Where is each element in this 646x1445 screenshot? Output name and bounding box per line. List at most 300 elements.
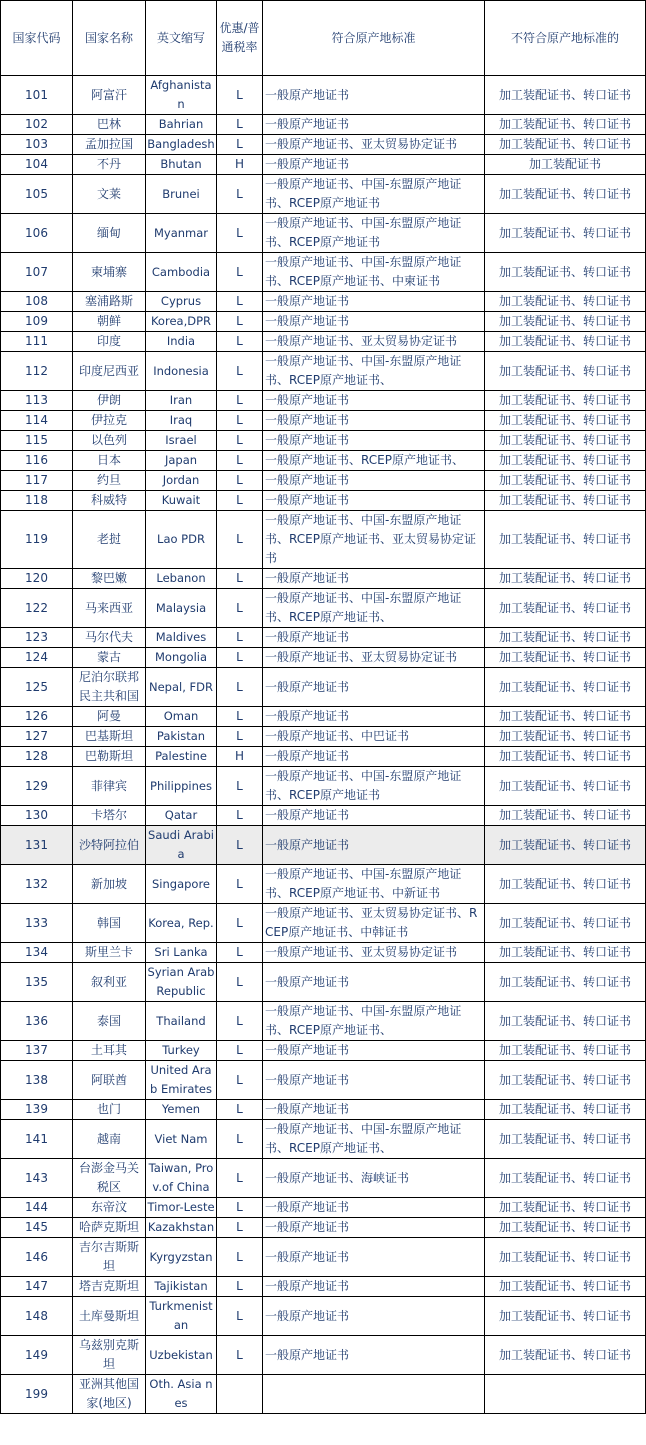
table-row — [1, 747, 646, 767]
table-header — [1, 1, 646, 76]
country-code-cell: 116 — [1, 451, 73, 471]
header-english-abbr: 英文缩写 — [146, 1, 217, 76]
country-name-cell: 马尔代夫 — [73, 628, 146, 648]
not-meets-origin-cell: 加工装配证书、转口证书 — [485, 1277, 646, 1297]
tax-rate-cell: L — [217, 175, 263, 214]
meets-origin-cell: 一般原产地证书、中国-东盟原产地证书、RCEP原产地证书、中新证书 — [263, 865, 485, 904]
meets-origin-cell: 一般原产地证书 — [263, 628, 485, 648]
not-meets-origin-cell: 加工装配证书、转口证书 — [485, 569, 646, 589]
meets-origin-cell: 一般原产地证书 — [263, 747, 485, 767]
country-name-cell: 马来西亚 — [73, 589, 146, 628]
meets-origin-cell: 一般原产地证书 — [263, 1336, 485, 1375]
country-code-cell: 135 — [1, 963, 73, 1002]
country-code-cell: 124 — [1, 648, 73, 668]
english-abbr-cell: Malaysia — [146, 589, 217, 628]
not-meets-origin-cell: 加工装配证书、转口证书 — [485, 332, 646, 352]
tax-rate-cell: L — [217, 411, 263, 431]
meets-origin-cell: 一般原产地证书 — [263, 471, 485, 491]
meets-origin-cell: 一般原产地证书、中国-东盟原产地证书、RCEP原产地证书、 — [263, 1002, 485, 1041]
meets-origin-cell: 一般原产地证书 — [263, 491, 485, 511]
meets-origin-cell: 一般原产地证书、海峡证书 — [263, 1159, 485, 1198]
english-abbr-cell: Kyrgyzstan — [146, 1238, 217, 1277]
tax-rate-cell — [217, 1375, 263, 1414]
country-name-cell: 阿富汗 — [73, 76, 146, 115]
tax-rate-cell: L — [217, 589, 263, 628]
table-row — [1, 943, 646, 963]
country-name-cell: 土耳其 — [73, 1041, 146, 1061]
english-abbr-cell: Indonesia — [146, 352, 217, 391]
not-meets-origin-cell: 加工装配证书、转口证书 — [485, 826, 646, 865]
table-row — [1, 391, 646, 411]
tax-rate-cell: L — [217, 1297, 263, 1336]
not-meets-origin-cell: 加工装配证书、转口证书 — [485, 471, 646, 491]
not-meets-origin-cell: 加工装配证书、转口证书 — [485, 1336, 646, 1375]
country-name-cell: 文莱 — [73, 175, 146, 214]
tax-rate-cell: L — [217, 391, 263, 411]
table-row — [1, 411, 646, 431]
tax-rate-cell: H — [217, 155, 263, 175]
meets-origin-cell — [263, 1375, 485, 1414]
country-code-cell: 143 — [1, 1159, 73, 1198]
not-meets-origin-cell: 加工装配证书、转口证书 — [485, 589, 646, 628]
tax-rate-cell: L — [217, 628, 263, 648]
country-name-cell: 以色列 — [73, 431, 146, 451]
english-abbr-cell: Maldives — [146, 628, 217, 648]
english-abbr-cell: Bangladesh — [146, 135, 217, 155]
country-code-cell: 128 — [1, 747, 73, 767]
country-name-cell: 斯里兰卡 — [73, 943, 146, 963]
table-row — [1, 707, 646, 727]
table-row — [1, 214, 646, 253]
country-name-cell: 蒙古 — [73, 648, 146, 668]
tax-rate-cell: L — [217, 1277, 263, 1297]
country-name-cell: 吉尔吉斯斯坦 — [73, 1238, 146, 1277]
english-abbr-cell: Iraq — [146, 411, 217, 431]
country-code-cell: 144 — [1, 1198, 73, 1218]
meets-origin-cell: 一般原产地证书、中国-东盟原产地证书、RCEP原产地证书 — [263, 214, 485, 253]
meets-origin-cell: 一般原产地证书、中巴证书 — [263, 727, 485, 747]
meets-origin-cell: 一般原产地证书、中国-东盟原产地证书、RCEP原产地证书 — [263, 767, 485, 806]
tax-rate-cell: L — [217, 1120, 263, 1159]
english-abbr-cell: Mongolia — [146, 648, 217, 668]
english-abbr-cell: Jordan — [146, 471, 217, 491]
country-name-cell: 亚洲其他国家(地区) — [73, 1375, 146, 1414]
country-name-cell: 印度尼西亚 — [73, 352, 146, 391]
english-abbr-cell: Cyprus — [146, 292, 217, 312]
not-meets-origin-cell: 加工装配证书、转口证书 — [485, 1120, 646, 1159]
meets-origin-cell: 一般原产地证书、中国-东盟原产地证书、RCEP原产地证书 — [263, 175, 485, 214]
meets-origin-cell: 一般原产地证书 — [263, 76, 485, 115]
tax-rate-cell: L — [217, 292, 263, 312]
tax-rate-cell: L — [217, 707, 263, 727]
country-code-cell: 148 — [1, 1297, 73, 1336]
english-abbr-cell: Myanmar — [146, 214, 217, 253]
header-row — [1, 1, 646, 76]
not-meets-origin-cell: 加工装配证书、转口证书 — [485, 312, 646, 332]
country-code-cell: 127 — [1, 727, 73, 747]
english-abbr-cell: Kuwait — [146, 491, 217, 511]
header-tax-rate: 优惠/普通税率 — [217, 1, 263, 76]
meets-origin-cell: 一般原产地证书 — [263, 155, 485, 175]
not-meets-origin-cell: 加工装配证书、转口证书 — [485, 115, 646, 135]
tax-rate-cell: L — [217, 668, 263, 707]
meets-origin-cell: 一般原产地证书 — [263, 668, 485, 707]
country-code-cell: 131 — [1, 826, 73, 865]
english-abbr-cell: Israel — [146, 431, 217, 451]
not-meets-origin-cell: 加工装配证书、转口证书 — [485, 865, 646, 904]
meets-origin-cell: 一般原产地证书、中国-东盟原产地证书、RCEP原产地证书、 — [263, 1120, 485, 1159]
meets-origin-cell: 一般原产地证书 — [263, 391, 485, 411]
meets-origin-cell: 一般原产地证书、RCEP原产地证书、 — [263, 451, 485, 471]
english-abbr-cell: Syrian Arab Republic — [146, 963, 217, 1002]
tax-rate-cell: L — [217, 1198, 263, 1218]
english-abbr-cell: Tajikistan — [146, 1277, 217, 1297]
country-code-cell: 146 — [1, 1238, 73, 1277]
english-abbr-cell: Korea, Rep. — [146, 904, 217, 943]
country-name-cell: 日本 — [73, 451, 146, 471]
tax-rate-cell: L — [217, 1061, 263, 1100]
country-code-cell: 109 — [1, 312, 73, 332]
country-code-cell: 138 — [1, 1061, 73, 1100]
english-abbr-cell: Singapore — [146, 865, 217, 904]
meets-origin-cell: 一般原产地证书 — [263, 1277, 485, 1297]
tax-rate-cell: L — [217, 135, 263, 155]
not-meets-origin-cell: 加工装配证书、转口证书 — [485, 806, 646, 826]
tax-rate-cell: L — [217, 963, 263, 1002]
english-abbr-cell: Sri Lanka — [146, 943, 217, 963]
table-row — [1, 826, 646, 865]
not-meets-origin-cell: 加工装配证书、转口证书 — [485, 628, 646, 648]
not-meets-origin-cell: 加工装配证书、转口证书 — [485, 391, 646, 411]
country-code-cell: 147 — [1, 1277, 73, 1297]
not-meets-origin-cell: 加工装配证书、转口证书 — [485, 491, 646, 511]
not-meets-origin-cell: 加工装配证书、转口证书 — [485, 1218, 646, 1238]
meets-origin-cell: 一般原产地证书 — [263, 1218, 485, 1238]
country-code-cell: 111 — [1, 332, 73, 352]
country-name-cell: 沙特阿拉伯 — [73, 826, 146, 865]
tax-rate-cell: L — [217, 511, 263, 569]
meets-origin-cell: 一般原产地证书、亚太贸易协定证书、RCEP原产地证书、中韩证书 — [263, 904, 485, 943]
tax-rate-cell: L — [217, 1159, 263, 1198]
country-code-cell: 119 — [1, 511, 73, 569]
tax-rate-cell: L — [217, 115, 263, 135]
table-row — [1, 451, 646, 471]
meets-origin-cell: 一般原产地证书 — [263, 115, 485, 135]
table-body — [1, 76, 646, 1414]
tax-rate-cell: L — [217, 1100, 263, 1120]
meets-origin-cell: 一般原产地证书、亚太贸易协定证书 — [263, 648, 485, 668]
table-row — [1, 1061, 646, 1100]
english-abbr-cell: Korea,DPR — [146, 312, 217, 332]
table-row — [1, 628, 646, 648]
country-name-cell: 伊拉克 — [73, 411, 146, 431]
country-name-cell: 韩国 — [73, 904, 146, 943]
country-code-cell: 129 — [1, 767, 73, 806]
country-code-cell: 114 — [1, 411, 73, 431]
table-row — [1, 1297, 646, 1336]
english-abbr-cell: Oth. Asia nes — [146, 1375, 217, 1414]
tax-rate-cell: L — [217, 451, 263, 471]
english-abbr-cell: Cambodia — [146, 253, 217, 292]
country-name-cell: 阿联酋 — [73, 1061, 146, 1100]
table-row — [1, 589, 646, 628]
country-name-cell: 约旦 — [73, 471, 146, 491]
table-row — [1, 727, 646, 747]
meets-origin-cell: 一般原产地证书 — [263, 707, 485, 727]
table-row — [1, 1120, 646, 1159]
not-meets-origin-cell: 加工装配证书、转口证书 — [485, 175, 646, 214]
country-code-cell: 113 — [1, 391, 73, 411]
meets-origin-cell: 一般原产地证书 — [263, 826, 485, 865]
not-meets-origin-cell: 加工装配证书、转口证书 — [485, 1297, 646, 1336]
not-meets-origin-cell: 加工装配证书 — [485, 155, 646, 175]
country-code-cell: 112 — [1, 352, 73, 391]
country-name-cell: 新加坡 — [73, 865, 146, 904]
country-code-cell: 126 — [1, 707, 73, 727]
country-code-cell: 123 — [1, 628, 73, 648]
english-abbr-cell: Kazakhstan — [146, 1218, 217, 1238]
meets-origin-cell: 一般原产地证书、中国-东盟原产地证书、RCEP原产地证书、中柬证书 — [263, 253, 485, 292]
not-meets-origin-cell: 加工装配证书、转口证书 — [485, 135, 646, 155]
english-abbr-cell: Philippines — [146, 767, 217, 806]
table-row — [1, 1277, 646, 1297]
table-row — [1, 1336, 646, 1375]
table-row — [1, 352, 646, 391]
country-code-cell: 132 — [1, 865, 73, 904]
country-name-cell: 菲律宾 — [73, 767, 146, 806]
not-meets-origin-cell: 加工装配证书、转口证书 — [485, 214, 646, 253]
country-name-cell: 也门 — [73, 1100, 146, 1120]
tax-rate-cell: L — [217, 648, 263, 668]
english-abbr-cell: Iran — [146, 391, 217, 411]
country-code-cell: 130 — [1, 806, 73, 826]
country-name-cell: 巴基斯坦 — [73, 727, 146, 747]
table-row — [1, 648, 646, 668]
country-code-cell: 122 — [1, 589, 73, 628]
country-code-cell: 107 — [1, 253, 73, 292]
english-abbr-cell: Japan — [146, 451, 217, 471]
not-meets-origin-cell: 加工装配证书、转口证书 — [485, 1198, 646, 1218]
tax-rate-cell: L — [217, 312, 263, 332]
country-name-cell: 印度 — [73, 332, 146, 352]
tax-rate-cell: L — [217, 1336, 263, 1375]
not-meets-origin-cell: 加工装配证书、转口证书 — [485, 648, 646, 668]
tax-rate-cell: L — [217, 826, 263, 865]
tax-rate-cell: L — [217, 943, 263, 963]
country-name-cell: 乌兹别克斯坦 — [73, 1336, 146, 1375]
country-name-cell: 科威特 — [73, 491, 146, 511]
table-row — [1, 253, 646, 292]
not-meets-origin-cell: 加工装配证书、转口证书 — [485, 943, 646, 963]
meets-origin-cell: 一般原产地证书 — [263, 1100, 485, 1120]
english-abbr-cell: Saudi Arabia — [146, 826, 217, 865]
english-abbr-cell: Thailand — [146, 1002, 217, 1041]
meets-origin-cell: 一般原产地证书 — [263, 431, 485, 451]
tax-rate-cell: L — [217, 1002, 263, 1041]
country-name-cell: 塞浦路斯 — [73, 292, 146, 312]
english-abbr-cell: Taiwan, Prov.of China — [146, 1159, 217, 1198]
meets-origin-cell: 一般原产地证书 — [263, 1061, 485, 1100]
english-abbr-cell: Brunei — [146, 175, 217, 214]
country-code-cell: 149 — [1, 1336, 73, 1375]
meets-origin-cell: 一般原产地证书、中国-东盟原产地证书、RCEP原产地证书、 — [263, 589, 485, 628]
not-meets-origin-cell — [485, 1375, 646, 1414]
header-country-code: 国家代码 — [1, 1, 73, 76]
country-code-cell: 137 — [1, 1041, 73, 1061]
meets-origin-cell: 一般原产地证书、亚太贸易协定证书 — [263, 135, 485, 155]
not-meets-origin-cell: 加工装配证书、转口证书 — [485, 352, 646, 391]
table-row — [1, 1375, 646, 1414]
country-name-cell: 柬埔寨 — [73, 253, 146, 292]
table-row — [1, 1198, 646, 1218]
tax-rate-cell: L — [217, 767, 263, 806]
meets-origin-cell: 一般原产地证书 — [263, 312, 485, 332]
english-abbr-cell: Bahrian — [146, 115, 217, 135]
not-meets-origin-cell: 加工装配证书、转口证书 — [485, 727, 646, 747]
not-meets-origin-cell: 加工装配证书、转口证书 — [485, 411, 646, 431]
english-abbr-cell: Viet Nam — [146, 1120, 217, 1159]
country-name-cell: 土库曼斯坦 — [73, 1297, 146, 1336]
table-row — [1, 115, 646, 135]
header-meets-origin: 符合原产地标准 — [263, 1, 485, 76]
english-abbr-cell: Qatar — [146, 806, 217, 826]
table-row — [1, 491, 646, 511]
country-name-cell: 卡塔尔 — [73, 806, 146, 826]
table-row — [1, 175, 646, 214]
country-code-cell: 106 — [1, 214, 73, 253]
table-row — [1, 668, 646, 707]
table-row — [1, 431, 646, 451]
not-meets-origin-cell: 加工装配证书、转口证书 — [485, 1159, 646, 1198]
table-row — [1, 1218, 646, 1238]
english-abbr-cell: Lao PDR — [146, 511, 217, 569]
not-meets-origin-cell: 加工装配证书、转口证书 — [485, 431, 646, 451]
english-abbr-cell: Oman — [146, 707, 217, 727]
country-name-cell: 塔吉克斯坦 — [73, 1277, 146, 1297]
not-meets-origin-cell: 加工装配证书、转口证书 — [485, 668, 646, 707]
country-name-cell: 黎巴嫩 — [73, 569, 146, 589]
country-name-cell: 叙利亚 — [73, 963, 146, 1002]
table-row — [1, 806, 646, 826]
country-name-cell: 巴林 — [73, 115, 146, 135]
not-meets-origin-cell: 加工装配证书、转口证书 — [485, 963, 646, 1002]
country-name-cell: 缅甸 — [73, 214, 146, 253]
table-row — [1, 511, 646, 569]
country-name-cell: 东帝汶 — [73, 1198, 146, 1218]
header-not-meets-origin: 不符合原产地标准的 — [485, 1, 646, 76]
tax-rate-cell: L — [217, 904, 263, 943]
table-row — [1, 1041, 646, 1061]
table-row — [1, 471, 646, 491]
tax-rate-cell: L — [217, 491, 263, 511]
country-code-cell: 141 — [1, 1120, 73, 1159]
country-name-cell: 越南 — [73, 1120, 146, 1159]
table-row — [1, 155, 646, 175]
english-abbr-cell: Palestine — [146, 747, 217, 767]
tax-rate-cell: L — [217, 1238, 263, 1277]
tax-rate-cell: L — [217, 431, 263, 451]
not-meets-origin-cell: 加工装配证书、转口证书 — [485, 1002, 646, 1041]
table-row — [1, 865, 646, 904]
english-abbr-cell: Pakistan — [146, 727, 217, 747]
tax-rate-cell: L — [217, 727, 263, 747]
tax-rate-cell: L — [217, 569, 263, 589]
country-name-cell: 哈萨克斯坦 — [73, 1218, 146, 1238]
table-row — [1, 963, 646, 1002]
country-code-cell: 108 — [1, 292, 73, 312]
meets-origin-cell: 一般原产地证书 — [263, 1238, 485, 1277]
english-abbr-cell: Turkey — [146, 1041, 217, 1061]
not-meets-origin-cell: 加工装配证书、转口证书 — [485, 511, 646, 569]
country-name-cell: 伊朗 — [73, 391, 146, 411]
meets-origin-cell: 一般原产地证书 — [263, 1198, 485, 1218]
tax-rate-cell: L — [217, 76, 263, 115]
meets-origin-cell: 一般原产地证书 — [263, 569, 485, 589]
country-name-cell: 老挝 — [73, 511, 146, 569]
table-row — [1, 1238, 646, 1277]
tax-rate-cell: H — [217, 747, 263, 767]
country-code-cell: 115 — [1, 431, 73, 451]
table-row — [1, 312, 646, 332]
country-name-cell: 台澎金马关税区 — [73, 1159, 146, 1198]
english-abbr-cell: United Arab Emirates — [146, 1061, 217, 1100]
english-abbr-cell: Nepal, FDR — [146, 668, 217, 707]
tax-rate-cell: L — [217, 332, 263, 352]
english-abbr-cell: Uzbekistan — [146, 1336, 217, 1375]
not-meets-origin-cell: 加工装配证书、转口证书 — [485, 253, 646, 292]
country-code-cell: 105 — [1, 175, 73, 214]
country-code-cell: 104 — [1, 155, 73, 175]
tax-rate-cell: L — [217, 214, 263, 253]
country-code-cell: 139 — [1, 1100, 73, 1120]
not-meets-origin-cell: 加工装配证书、转口证书 — [485, 1061, 646, 1100]
country-code-cell: 199 — [1, 1375, 73, 1414]
not-meets-origin-cell: 加工装配证书、转口证书 — [485, 76, 646, 115]
not-meets-origin-cell: 加工装配证书、转口证书 — [485, 904, 646, 943]
tax-rate-cell: L — [217, 1041, 263, 1061]
meets-origin-cell: 一般原产地证书、中国-东盟原产地证书、RCEP原产地证书、亚太贸易协定证书 — [263, 511, 485, 569]
table-row — [1, 569, 646, 589]
country-name-cell: 泰国 — [73, 1002, 146, 1041]
table-row — [1, 904, 646, 943]
meets-origin-cell: 一般原产地证书 — [263, 1297, 485, 1336]
country-code-cell: 125 — [1, 668, 73, 707]
english-abbr-cell: Lebanon — [146, 569, 217, 589]
table-row — [1, 1002, 646, 1041]
not-meets-origin-cell: 加工装配证书、转口证书 — [485, 1238, 646, 1277]
meets-origin-cell: 一般原产地证书 — [263, 292, 485, 312]
country-code-cell: 101 — [1, 76, 73, 115]
meets-origin-cell: 一般原产地证书 — [263, 1041, 485, 1061]
country-name-cell: 孟加拉国 — [73, 135, 146, 155]
not-meets-origin-cell: 加工装配证书、转口证书 — [485, 1041, 646, 1061]
meets-origin-cell: 一般原产地证书 — [263, 806, 485, 826]
country-code-cell: 103 — [1, 135, 73, 155]
meets-origin-cell: 一般原产地证书 — [263, 411, 485, 431]
country-code-cell: 134 — [1, 943, 73, 963]
not-meets-origin-cell: 加工装配证书、转口证书 — [485, 707, 646, 727]
country-name-cell: 朝鲜 — [73, 312, 146, 332]
table-row — [1, 135, 646, 155]
header-country-name: 国家名称 — [73, 1, 146, 76]
country-name-cell: 不丹 — [73, 155, 146, 175]
english-abbr-cell: Bhutan — [146, 155, 217, 175]
tax-rate-cell: L — [217, 471, 263, 491]
english-abbr-cell: Yemen — [146, 1100, 217, 1120]
meets-origin-cell: 一般原产地证书 — [263, 963, 485, 1002]
meets-origin-cell: 一般原产地证书、亚太贸易协定证书 — [263, 332, 485, 352]
tax-rate-cell: L — [217, 865, 263, 904]
